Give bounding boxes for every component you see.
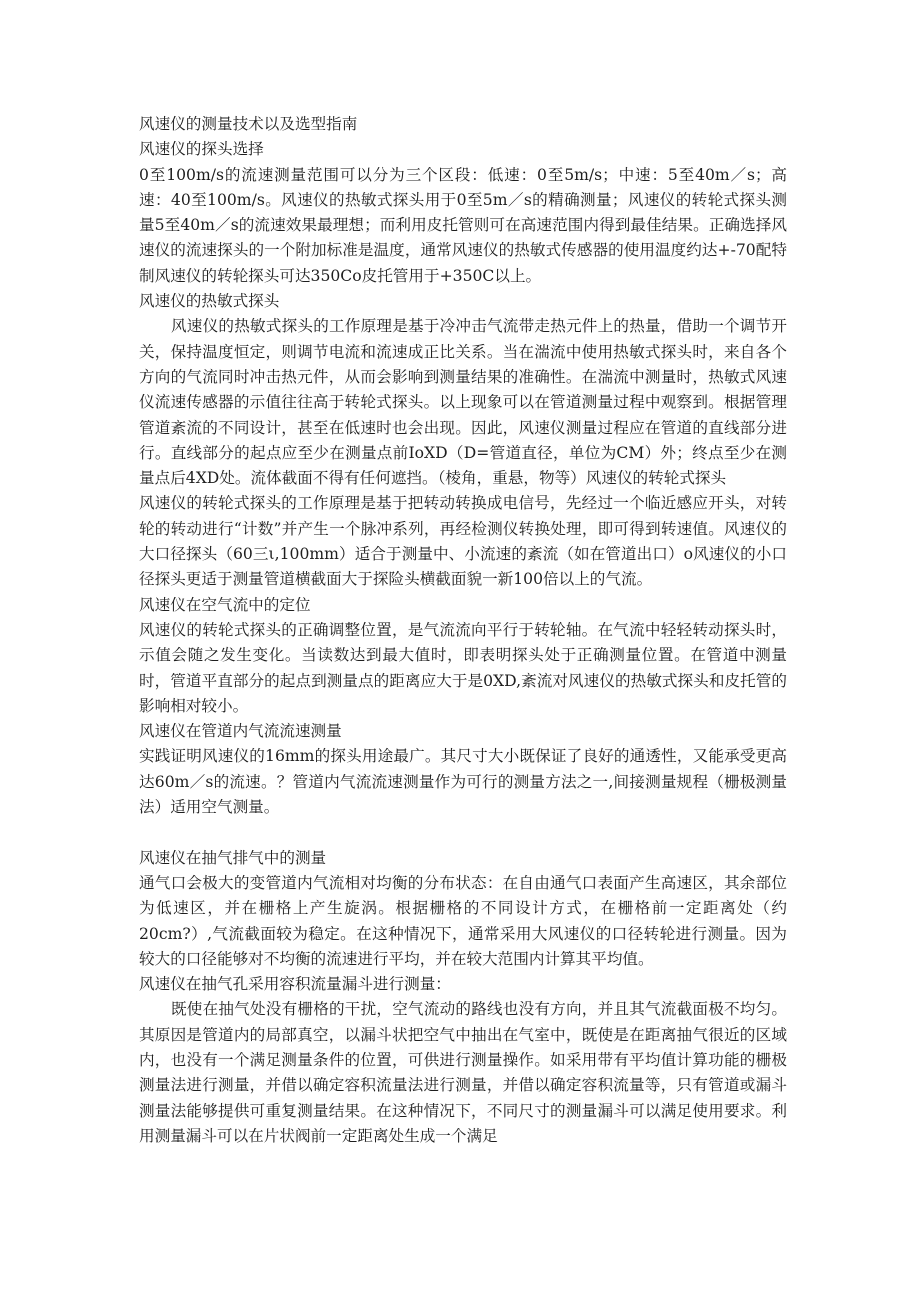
paragraph-duct-measurement: 实践证明风速仪的16mm的探头用途最广。其尺寸大小既保证了良好的通透性，又能承受更高达60m／s的流速。？管道内气流流速测量作为可行的测量方法之一,间接测量规程（栅极测量法）适用空气测量。	[139, 747, 787, 817]
blank-line	[139, 820, 787, 845]
section-heading-funnel-measurement: 风速仪在抽气孔采用容积流量漏斗进行测量：	[139, 975, 451, 994]
section-heading-positioning: 风速仪在空气流中的定位	[139, 595, 311, 614]
paragraph-thermal-probe: 风速仪的热敏式探头的工作原理是基于冷冲击气流带走热元件上的热量，借助一个调节开关，保持温度恒定，则调节电流和流速成正比关系。当在湍流中使用热敏式探头时，来自各个方向的气流同时冲击热元件，从而会影响到测量结果的准确性。在湍流中测量时，热敏式风速仪流速传感器的示值往往高于转轮式探头。以上现象可以在管道测量过程中观察到。根据管理管道紊流的不同设计，甚至在低速时也会出现。因此，风速仪测量过程应在管道的直线部分进行。直线部分的起点应至少在测量点前IoXD（D=管道直径，单位为CM）外；终点至少在测量点后4XD处。流体截面不得有任何遮挡。（棱角，重悬，物等）风速仪的转轮式探头	[139, 317, 787, 488]
document-page	[139, 112, 787, 1149]
paragraph-exhaust-measurement: 通气口会极大的变管道内气流相对均衡的分布状态：在自由通气口表面产生高速区，其余部位为低速区，并在栅格上产生旋涡。根据栅格的不同设计方式，在栅格前一定距离处（约20cm?）,气流截面较为稳定。在这种情况下，通常采用大风速仪的口径转轮进行测量。因为较大的口径能够对不均衡的流速进行平均，并在较大范围内计算其平均值。	[139, 873, 787, 968]
paragraph-positioning: 风速仪的转轮式探头的正确调整位置，是气流流向平行于转轮轴。在气流中轻轻转动探头时，示值会随之发生变化。当读数达到最大值时，即表明探头处于正确测量位置。在管道中测量时，管道平直部分的起点到测量点的距离应大于是0XD,紊流对风速仪的热敏式探头和皮托管的影响相对较小。	[139, 620, 787, 715]
section-heading-duct-measurement: 风速仪在管道内气流流速测量	[139, 722, 342, 741]
paragraph-vane-probe: 风速仪的转轮式探头的工作原理是基于把转动转换成电信号，先经过一个临近感应开头，对转轮的转动进行“计数”并产生一个脉冲系列，再经检测仪转换处理，即可得到转速值。风速仪的大口径探头（60三ι,100mm）适合于测量中、小流速的紊流（如在管道出口）o风速仪的小口径探头更适于测量管道横截面大于探险头横截面貌一新100倍以上的气流。	[139, 494, 787, 589]
paragraph-funnel-measurement: 既使在抽气处没有栅格的干扰，空气流动的路线也没有方向，并且其气流截面极不均匀。其原因是管道内的局部真空，以漏斗状把空气中抽出在气室中，既使是在距离抽气很近的区域内，也没有一个满足测量条件的位置，可供进行测量操作。如采用带有平均值计算功能的栅极测量法进行测量，并借以确定容积流量法进行测量，并借以确定容积流量等，只有管道或漏斗测量法能够提供可重复测量结果。在这种情况下，不同尺寸的测量漏斗可以满足使用要求。利用测量漏斗可以在片状阀前一定距离处生成一个满足	[139, 1000, 787, 1145]
paragraph-probe-selection: 0至100m/s的流速测量范围可以分为三个区段：低速：0至5m/s；中速：5至40m／s；高速：40至100m/s。风速仪的热敏式探头用于0至5m／s的精确测量；风速仪的转轮式探头测量5至40m／s的流速效果最理想；而利用皮托管则可在高速范围内得到最佳结果。正确选择风速仪的流速探头的一个附加标准是温度，通常风速仪的热敏式传感器的使用温度约达+-70配特制风速仪的转轮探头可达350Co皮托管用于+350C以上。	[139, 165, 787, 285]
section-heading-probe-selection: 风速仪的探头选择	[139, 140, 264, 159]
section-heading-exhaust-measurement: 风速仪在抽气排气中的测量	[139, 848, 327, 867]
document-title: 风速仪的测量技术以及选型指南	[139, 115, 358, 133]
section-heading-thermal-probe: 风速仪的热敏式探头	[139, 292, 280, 311]
